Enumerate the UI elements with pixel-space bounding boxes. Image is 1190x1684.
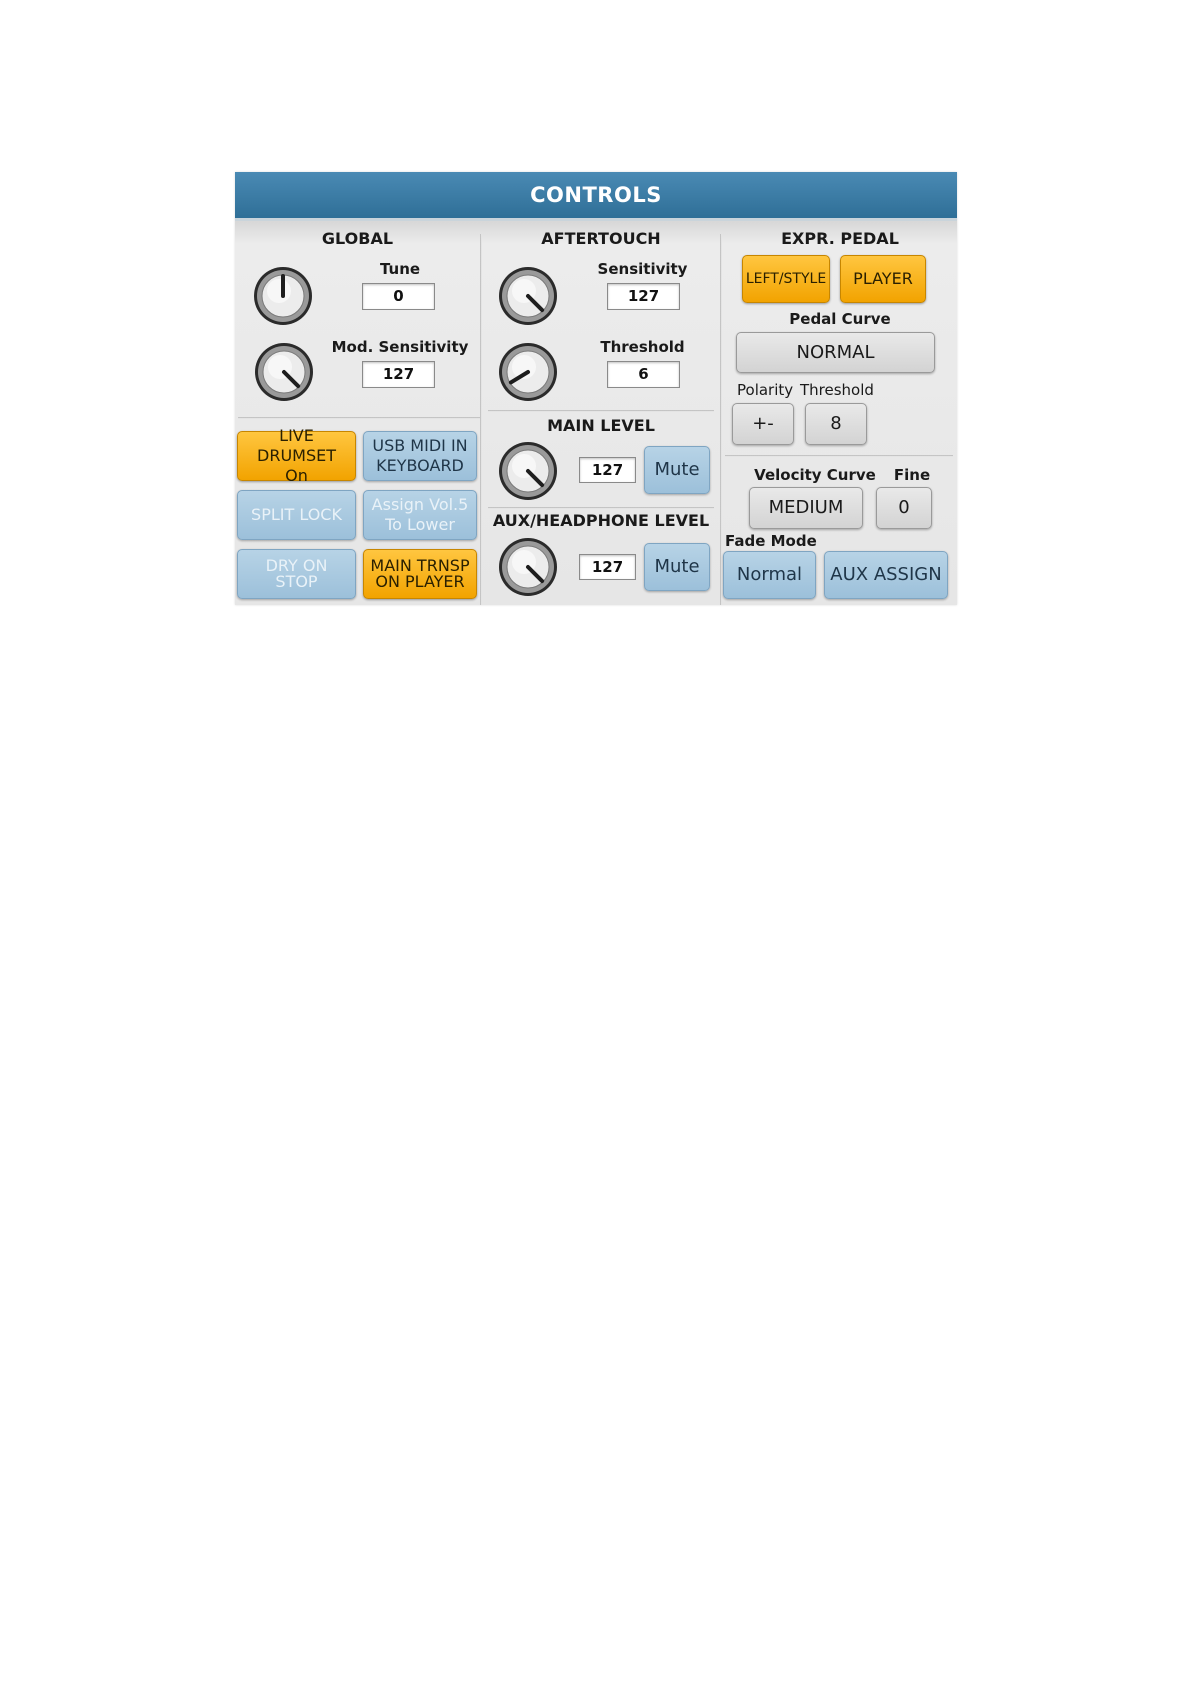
- main-trnsp-label-2: ON PLAYER: [375, 572, 465, 591]
- expr-pedal-header: EXPR. PEDAL: [781, 229, 899, 248]
- fade-mode-value: Normal: [736, 564, 803, 585]
- pedal-threshold-value: 8: [830, 413, 842, 434]
- mod-sensitivity-knob[interactable]: [253, 341, 315, 403]
- pedal-threshold-button[interactable]: [805, 403, 867, 445]
- polarity-button[interactable]: [732, 403, 794, 445]
- left-style-button[interactable]: [742, 255, 830, 303]
- knob-graphic: [497, 536, 559, 598]
- divider-main-level: [488, 410, 714, 412]
- main-level-knob[interactable]: [497, 440, 559, 502]
- pedal-threshold-label: Threshold: [800, 381, 874, 399]
- aftertouch-sensitivity-label: Sensitivity: [597, 260, 688, 278]
- polarity-value: +-: [752, 413, 774, 434]
- usb-midi-label: USB MIDI IN: [372, 436, 468, 455]
- tune-value[interactable]: 0: [362, 283, 435, 310]
- assign-vol-label: Assign Vol.5: [371, 495, 469, 514]
- tune-label: Tune: [379, 260, 421, 278]
- divider-aftertouch-expr: [720, 234, 722, 605]
- pedal-curve-label: Pedal Curve: [789, 310, 891, 328]
- dry-on-stop-button[interactable]: [237, 549, 356, 599]
- controls-panel: [235, 172, 957, 605]
- aftertouch-threshold-value[interactable]: 6: [607, 361, 680, 388]
- split-lock-label: SPLIT LOCK: [251, 505, 342, 524]
- pedal-curve-selector[interactable]: [736, 332, 935, 373]
- main-mute-label: Mute: [654, 459, 700, 480]
- velocity-curve-value: MEDIUM: [768, 497, 844, 518]
- polarity-label: Polarity: [737, 381, 794, 399]
- main-level-value[interactable]: 127: [579, 457, 636, 483]
- main-mute-button[interactable]: [644, 446, 710, 494]
- fade-mode-label: Fade Mode: [725, 532, 817, 550]
- knob-graphic: [252, 265, 314, 327]
- usb-midi-keyboard-button[interactable]: [363, 431, 477, 481]
- aux-mute-button[interactable]: [644, 543, 710, 591]
- aux-assign-button[interactable]: [824, 551, 948, 599]
- knob-graphic: [497, 440, 559, 502]
- split-lock-button[interactable]: [237, 490, 356, 540]
- aux-level-knob[interactable]: [497, 536, 559, 598]
- aftertouch-threshold-knob[interactable]: [497, 341, 559, 403]
- mod-sensitivity-label: Mod. Sensitivity: [331, 338, 469, 356]
- global-header: GLOBAL: [321, 229, 394, 248]
- fine-value: 0: [898, 497, 910, 518]
- aftertouch-sensitivity-knob[interactable]: [497, 265, 559, 327]
- fine-button[interactable]: [876, 487, 932, 529]
- aftertouch-header: AFTERTOUCH: [541, 229, 661, 248]
- divider-global-buttons: [238, 417, 480, 419]
- knob-graphic: [497, 265, 559, 327]
- live-drumset-button[interactable]: [237, 426, 356, 485]
- knob-graphic: [497, 341, 559, 403]
- main-trnsp-button[interactable]: [363, 549, 477, 599]
- divider-aux-level: [488, 507, 714, 509]
- aftertouch-threshold-label: Threshold: [600, 338, 685, 356]
- pedal-curve-value: NORMAL: [796, 341, 875, 363]
- live-drumset-label: LIVE DRUMSET: [257, 426, 336, 465]
- aux-assign-label: AUX ASSIGN: [830, 564, 942, 585]
- knob-graphic: [253, 341, 315, 403]
- assign-vol-button[interactable]: [363, 490, 477, 540]
- aftertouch-sensitivity-value[interactable]: 127: [607, 283, 680, 310]
- dry-on-label-2: STOP: [275, 572, 318, 591]
- live-drumset-state: On: [285, 466, 308, 485]
- aux-mute-label: Mute: [654, 556, 700, 577]
- aux-level-header: AUX/HEADPHONE LEVEL: [492, 511, 710, 530]
- assign-vol-label-2: To Lower: [385, 515, 455, 534]
- main-level-header: MAIN LEVEL: [547, 416, 655, 435]
- velocity-curve-selector[interactable]: [749, 487, 863, 529]
- mod-sensitivity-value[interactable]: 127: [362, 361, 435, 388]
- player-label: PLAYER: [853, 269, 913, 288]
- usb-midi-label-2: KEYBOARD: [376, 456, 464, 475]
- left-style-label: LEFT/STYLE: [745, 271, 827, 287]
- aux-level-value[interactable]: 127: [579, 554, 636, 580]
- fade-mode-button[interactable]: [723, 551, 816, 599]
- main-trnsp-label: MAIN TRNSP: [370, 556, 470, 575]
- divider-velocity: [725, 455, 953, 457]
- fine-label: Fine: [893, 466, 931, 484]
- tune-knob[interactable]: [252, 265, 314, 327]
- page-title: CONTROLS: [235, 172, 957, 221]
- dry-on-label: DRY ON: [265, 556, 328, 575]
- velocity-curve-label: Velocity Curve: [754, 466, 876, 484]
- player-button[interactable]: [840, 255, 926, 303]
